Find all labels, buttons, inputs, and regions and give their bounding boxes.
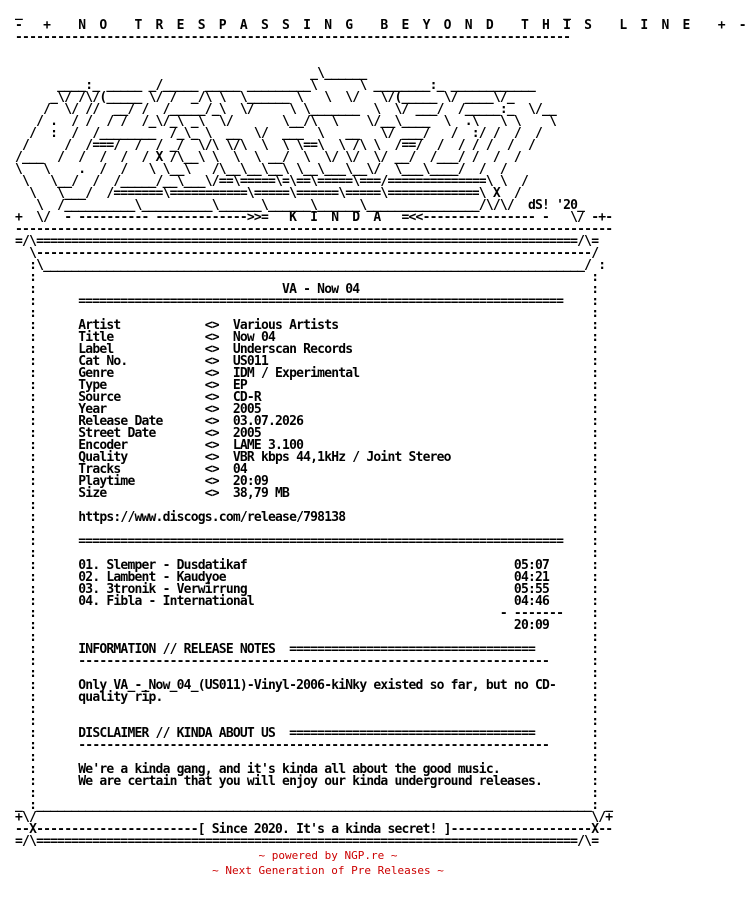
nfo-line: - + N O T R E S P A S S I N G B E Y O N D T H I S L I N E + - [8, 18, 746, 33]
nfo-line: : : [8, 270, 599, 285]
nfo-line: _ _ [8, 6, 571, 21]
nfo-line: : Release Date <> 03.07.2026 : [8, 414, 599, 429]
nfo-line: : : [8, 498, 599, 513]
nfo-line: : Size <> 38,79 MB : [8, 486, 599, 501]
nfo-line: : 04. Fibla - International 04:46 : [8, 594, 599, 609]
nfo-line: : 20:09 : [8, 618, 599, 633]
nfo-line: +\/ \/+ [8, 810, 613, 825]
nfo-line: / . / / / / /_\/_\ _\ \/ \__/\ \ \/__\____ \ .\ \ \ \ [8, 114, 557, 129]
nfo-line: / : / /________ /_\_ \ __ \/ ___ \ __ \/ ___/ / :/ / / / [8, 126, 543, 141]
nfo-line: _\______ [8, 66, 367, 81]
nfo-line: \ /__________\__________\______\______\______\________________/\/\/ dS! '20_ [8, 198, 585, 213]
nfo-line: : ------------------------------------------------------------------- : [8, 654, 599, 669]
nfo-line: : Artist <> Various Artists : [8, 318, 599, 333]
nfo-line: : : [8, 306, 599, 321]
nfo-line: : DISCLAIMER // KINDA ABOUT US =================================== : [8, 726, 599, 741]
nfo-line: =/\=============================================================================/\= [8, 234, 599, 249]
nfo-line: ____:_ _____ _/_____ _____ _________\ \ ________:_ ____________ [8, 78, 536, 93]
nfo-line: : Type <> EP : [8, 378, 599, 393]
nfo-line: : Cat No. <> US011 : [8, 354, 599, 369]
nfo-line: : : [8, 546, 599, 561]
nfo-line: : INFORMATION // RELEASE NOTES =================================== : [8, 642, 599, 657]
nfo-text-block [8, 8, 746, 848]
nfo-line: : quality rip. : [8, 690, 599, 705]
nfo-line: : VA - Now 04 : [8, 282, 599, 297]
nfo-line: : : [8, 702, 599, 717]
nfo-line: / \/ // __/ / /_____/_\ \/ \ \_______ \ \/ ___/ /_____:_ \/__ [8, 102, 557, 117]
nfo-line: : : [8, 630, 599, 645]
powered-by-text: ~ powered by NGP.re ~ [258, 849, 398, 862]
nfo-line: :\_____________________________________________________________________________/ : [8, 258, 606, 273]
nfo-line: : : [8, 666, 599, 681]
nfo-line: /___ / / / / / X /\__\ \ \ \ __/ \ \/ \/ \/ __/ /___/ / / / [8, 150, 521, 165]
nfo-line: ------------------------------------------------------------------------------------- [8, 222, 613, 237]
nfo-line: \-------------------------------------------------------------------------------/ [8, 246, 599, 261]
nfo-line: : We are certain that you will enjoy our kinda underground releases. : [8, 774, 599, 789]
nfo-line: : Quality <> VBR kbps 44,1kHz / Joint Stereo : [8, 450, 599, 465]
nfo-line: : 02. Lambent - Kaudyoe 04:21 : [8, 570, 599, 585]
nfo-line: : Source <> CD-R : [8, 390, 599, 405]
nfo-line: : 03. 3tronik - Verwirrung 05:55 : [8, 582, 599, 597]
nfo-line: : ===================================================================== : [8, 294, 599, 309]
nfo-line: + \/ - ---------- ------------->>= K I N D A =<<---------------- - \/ -+- [8, 210, 613, 225]
nfo-line: : Genre <> IDM / Experimental : [8, 366, 599, 381]
nfo-line: \ \__/ / /_____/__\___\/==\=====\=\==\=====\===/==============\ \ / [8, 174, 528, 189]
nfo-line: : Only VA_-_Now_04_(US011)-Vinyl-2006-kiNky existed so far, but no CD- : [8, 678, 599, 693]
nfo-line: : : [8, 522, 599, 537]
nfo-line: : Encoder <> LAME 3.100 : [8, 438, 599, 453]
nfo-line: : : [8, 714, 599, 729]
nfo-line: \ \ . / / \ \__\ /\__\__\__\ \__\___\__\/ \___\____/ / / [8, 162, 507, 177]
nfo-line: : Street Date <> 2005 : [8, 426, 599, 441]
nfo-line: : - ------- : [8, 606, 599, 621]
nfo-line: ------------------------------------------------------------------------------- [8, 30, 571, 45]
nfo-line: : Playtime <> 20:09 : [8, 474, 599, 489]
nfo-line: : https://www.discogs.com/release/798138 : [8, 510, 599, 525]
nfo-line: : : [8, 786, 599, 801]
nfo-line: : Label <> Underscan Records : [8, 342, 599, 357]
nfo-line: : We're a kinda gang, and it's kinda all about the good music. : [8, 762, 599, 777]
nfo-line: _\/ /\/(_____ \/ / _/\ \ \______ \ \ \/ \/(_____ \/ ____\/_ [8, 90, 514, 105]
nfo-line: =/\=============================================================================/\= [8, 834, 599, 849]
tagline-text: ~ Next Generation of Pre Releases ~ [212, 864, 444, 877]
nfo-line: : ===================================================================== : [8, 534, 599, 549]
nfo-line: : Title <> Now 04 : [8, 330, 599, 345]
nfo-line: : Year <> 2005 : [8, 402, 599, 417]
nfo-line: : : [8, 750, 599, 765]
nfo-line: \ \___/ /=======\===========\=====\======\=====\=============\ X / [8, 186, 521, 201]
nfo-line: _ :_______________________________________________________________________________: _ [8, 798, 613, 813]
nfo-line: : 01. Slemper - Dusdatikaf 05:07 : [8, 558, 599, 573]
nfo-line: --X-----------------------[ Since 2020. It's a kinda secret! ]--------------------X-- [8, 822, 613, 837]
nfo-line: / / /===/ / / _/ \/\ \/\ \ \ \==\ \ /\ \ /==/ / / / / / / [8, 138, 536, 153]
nfo-line: : ------------------------------------------------------------------- : [8, 738, 599, 753]
nfo-line: : Tracks <> 04 : [8, 462, 599, 477]
